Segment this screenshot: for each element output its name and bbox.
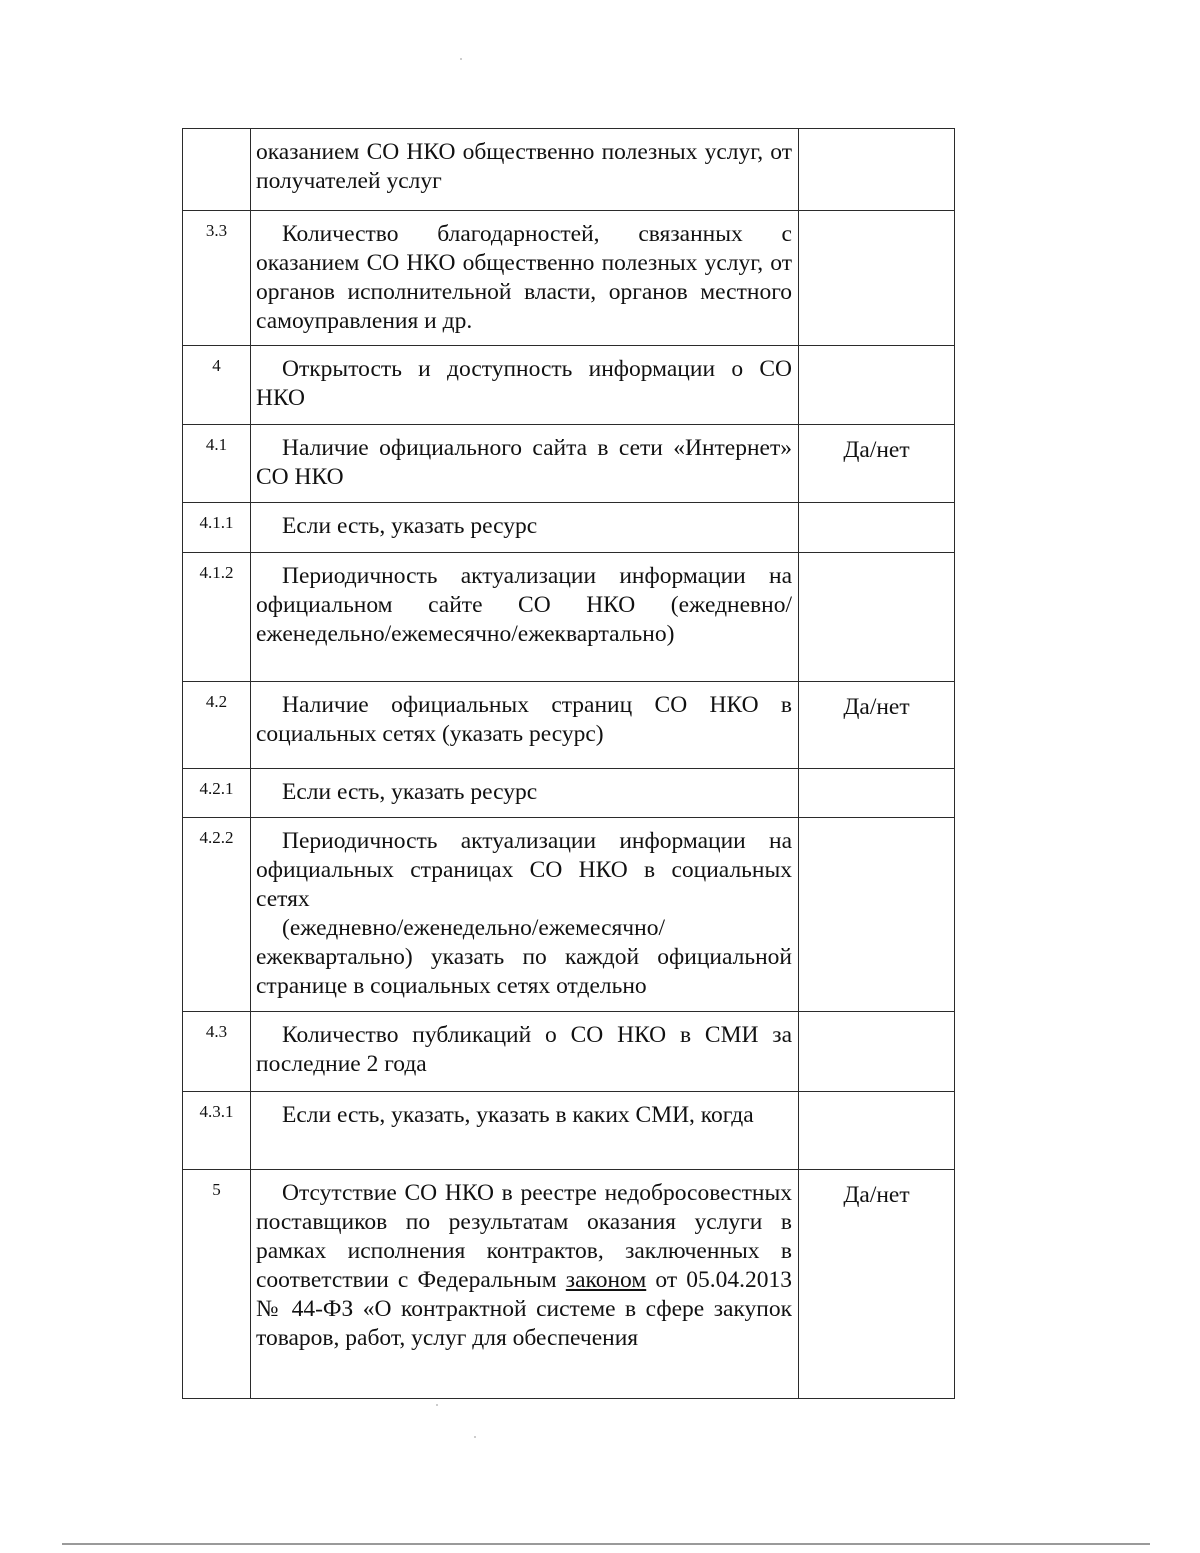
criterion-text-body: Количество публикаций о СО НКО в СМИ за последние 2 года <box>256 1022 792 1077</box>
scan-speck <box>474 1436 476 1438</box>
table-row <box>183 211 955 346</box>
criterion-value <box>799 211 955 346</box>
row-number: 4.2.2 <box>183 818 251 1012</box>
criterion-text-body: Наличие официальных страниц СО НКО в социальных сетях (указать ресурс) <box>256 692 792 747</box>
row-number: 4.1.2 <box>183 553 251 682</box>
criterion-value: Да/нет <box>799 682 955 769</box>
criterion-text-body-continued: (ежедневно/еженедельно/ежемесячно/ежеквартально) указать по каждой официальной странице в социальных сетях отдельно <box>256 915 792 999</box>
row-number: 4.2.1 <box>183 769 251 818</box>
criterion-value <box>799 553 955 682</box>
criterion-text-body: Периодичность актуализации информации на официальных страницах СО НКО в социальных сетях <box>256 828 792 912</box>
criterion-text <box>251 1012 799 1092</box>
criterion-text-body: Отсутствие СО НКО в реестре недобросовестных поставщиков по результатам оказания услуги в рамках исполнения контрактов, заключенных в соответствии с Федеральным <box>256 1180 792 1293</box>
criterion-text <box>251 1092 799 1170</box>
table-row <box>183 1092 955 1170</box>
table-row <box>183 818 955 1012</box>
row-number: 4.1.1 <box>183 503 251 553</box>
table-row <box>183 553 955 682</box>
row-number: 4 <box>183 346 251 425</box>
criterion-value <box>799 1092 955 1170</box>
table-row <box>183 769 955 818</box>
criterion-text <box>251 425 799 503</box>
criterion-value <box>799 1012 955 1092</box>
criterion-text <box>251 818 799 1012</box>
table-row <box>183 129 955 211</box>
criterion-text-continuation: оказанием СО НКО общественно полезных услуг, от получателей услуг <box>256 139 792 194</box>
row-number: 5 <box>183 1170 251 1399</box>
criterion-value <box>799 346 955 425</box>
criteria-table <box>182 128 955 1399</box>
criterion-text-body-continued: от 05.04.2013 № 44-ФЗ «О контрактной системе в сфере закупок товаров, работ, услуг для обеспечения <box>256 1267 792 1351</box>
criterion-text <box>251 346 799 425</box>
criterion-value <box>799 769 955 818</box>
row-number <box>183 129 251 211</box>
law-link[interactable]: законом <box>565 1267 647 1293</box>
criterion-text-body: Если есть, указать ресурс <box>282 513 538 539</box>
table-row <box>183 346 955 425</box>
criterion-value <box>799 129 955 211</box>
row-number: 4.3 <box>183 1012 251 1092</box>
criterion-value: Да/нет <box>799 425 955 503</box>
row-number: 4.3.1 <box>183 1092 251 1170</box>
criterion-value <box>799 503 955 553</box>
criterion-text-body: Если есть, указать ресурс <box>282 779 538 805</box>
criterion-text <box>251 553 799 682</box>
criterion-text <box>251 211 799 346</box>
criterion-text-body: Количество благодарностей, связанных с оказанием СО НКО общественно полезных услуг, от органов исполнительной власти, органов местного самоуправления и др. <box>256 221 792 334</box>
table-row <box>183 1012 955 1092</box>
table-row <box>183 425 955 503</box>
table-row <box>183 682 955 769</box>
scan-speck <box>436 1404 438 1406</box>
criterion-text <box>251 682 799 769</box>
criterion-text-body: Наличие официального сайта в сети «Интернет» СО НКО <box>256 435 792 490</box>
criterion-text-body: Открытость и доступность информации о СО НКО <box>256 356 792 411</box>
criterion-text-body: Периодичность актуализации информации на официальном сайте СО НКО (ежедневно/еженедельно/ежемесячно/ежеквартально) <box>256 563 792 647</box>
criterion-value: Да/нет <box>799 1170 955 1399</box>
scan-speck <box>460 58 462 60</box>
row-number: 4.2 <box>183 682 251 769</box>
criterion-text <box>251 503 799 553</box>
scan-edge-line <box>62 1543 1150 1545</box>
row-number: 3.3 <box>183 211 251 346</box>
table-row <box>183 1170 955 1399</box>
criterion-text <box>251 769 799 818</box>
row-number: 4.1 <box>183 425 251 503</box>
criterion-text-body: Если есть, указать, указать в каких СМИ, когда <box>282 1102 754 1128</box>
criterion-text <box>251 129 799 211</box>
criterion-text <box>251 1170 799 1399</box>
table-row <box>183 503 955 553</box>
criterion-value <box>799 818 955 1012</box>
